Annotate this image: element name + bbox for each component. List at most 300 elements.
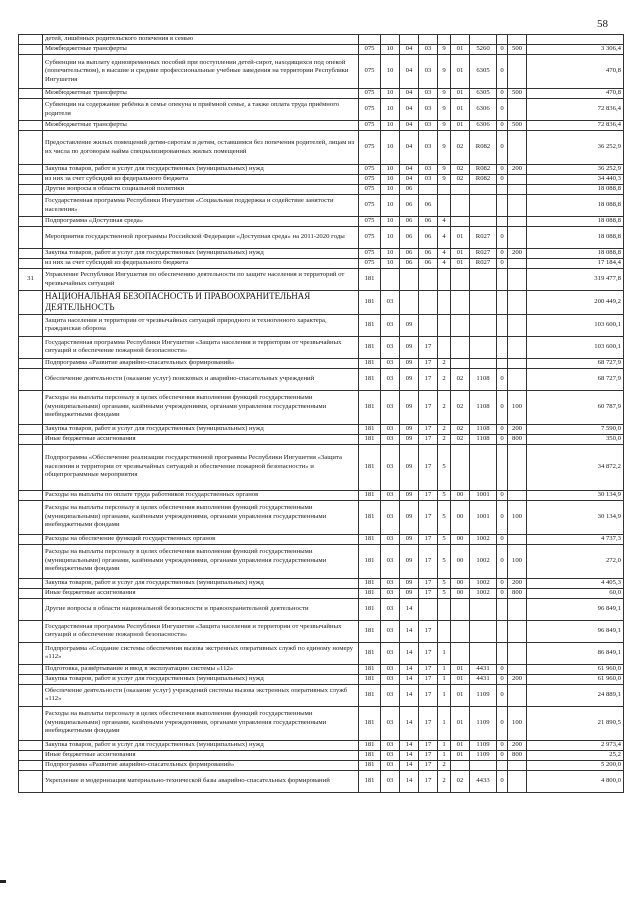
event-code: 01 xyxy=(451,45,470,55)
expense-type-code xyxy=(508,368,527,390)
event-code: 00 xyxy=(451,588,470,598)
amount: 61 960,0 xyxy=(527,674,624,684)
program-code: 17 xyxy=(419,358,438,368)
amount: 25,2 xyxy=(527,750,624,760)
event-code: 01 xyxy=(451,706,470,740)
program-code: 03 xyxy=(419,165,438,175)
row-number xyxy=(19,490,43,500)
section-code: 03 xyxy=(381,664,400,674)
row-number xyxy=(19,227,43,249)
expense-type-code xyxy=(508,227,527,249)
table-row xyxy=(19,185,624,195)
event-code xyxy=(451,314,470,336)
expense-type-code: 200 xyxy=(508,249,527,259)
ministry-code: 075 xyxy=(359,99,381,121)
direction-code xyxy=(470,598,497,620)
program-code: 17 xyxy=(419,578,438,588)
row-number xyxy=(19,642,43,664)
row-number xyxy=(19,770,43,792)
direction-code xyxy=(470,620,497,642)
row-name: Подготовка, развёртывание и ввод в эксплуатацию системы «112» xyxy=(43,664,359,674)
sub-code xyxy=(497,358,508,368)
row-name: Закупка товаров, работ и услуг для государственных (муниципальных) нужд xyxy=(43,674,359,684)
direction-code: 1001 xyxy=(470,490,497,500)
section-code: 03 xyxy=(381,740,400,750)
program-code: 17 xyxy=(419,664,438,674)
program-code: 06 xyxy=(419,195,438,217)
table-row xyxy=(19,434,624,444)
table-row xyxy=(19,578,624,588)
row-name: Расходы на выплаты персоналу в целях обеспечения выполнения функций государственными (муниципальными) органами, казёнными учреждениями, органами управления государственными внебюджетными фондами xyxy=(43,390,359,424)
event-code xyxy=(451,336,470,358)
table-row xyxy=(19,544,624,578)
amount: 60 787,9 xyxy=(527,390,624,424)
sub-code: 0 xyxy=(497,578,508,588)
amount: 21 890,5 xyxy=(527,706,624,740)
expense-type-code xyxy=(508,490,527,500)
row-number xyxy=(19,444,43,490)
subprogram-code: 9 xyxy=(438,55,451,89)
sub-code: 0 xyxy=(497,131,508,165)
subprogram-code: 2 xyxy=(438,760,451,770)
subsection-code: 14 xyxy=(400,750,419,760)
subprogram-code: 9 xyxy=(438,175,451,185)
sub-code xyxy=(497,620,508,642)
section-code: 03 xyxy=(381,434,400,444)
direction-code: 1109 xyxy=(470,684,497,706)
subsection-code: 14 xyxy=(400,740,419,750)
expense-type-code xyxy=(508,444,527,490)
table-row xyxy=(19,217,624,227)
subsection-code: 09 xyxy=(400,500,419,534)
expense-type-code: 200 xyxy=(508,674,527,684)
table-row xyxy=(19,249,624,259)
ministry-code: 181 xyxy=(359,358,381,368)
expense-type-code xyxy=(508,291,527,315)
direction-code xyxy=(470,642,497,664)
row-number xyxy=(19,544,43,578)
expense-type-code xyxy=(508,534,527,544)
row-number xyxy=(19,424,43,434)
ministry-code xyxy=(359,35,381,45)
row-name: детей, лишённых родительского попечения в семью xyxy=(43,35,359,45)
subprogram-code: 1 xyxy=(438,750,451,760)
subprogram-code: 1 xyxy=(438,740,451,750)
sub-code: 0 xyxy=(497,55,508,89)
sub-code: 0 xyxy=(497,674,508,684)
subprogram-code: 1 xyxy=(438,684,451,706)
program-code: 17 xyxy=(419,336,438,358)
amount: 4 800,0 xyxy=(527,770,624,792)
program-code: 17 xyxy=(419,434,438,444)
subprogram-code: 1 xyxy=(438,706,451,740)
direction-code xyxy=(470,35,497,45)
program-code: 17 xyxy=(419,424,438,434)
table-row xyxy=(19,89,624,99)
table-row xyxy=(19,259,624,269)
subsection-code: 09 xyxy=(400,314,419,336)
program-code: 17 xyxy=(419,444,438,490)
row-name: Субвенции на содержание ребёнка в семье опекуна и приёмной семье, а также оплата труда приёмного родителя xyxy=(43,99,359,121)
subsection-code: 09 xyxy=(400,544,419,578)
row-name: Государственная программа Республики Ингушетия «Защита населения и территории от чрезвычайных ситуаций и обеспечение пожарной безопасности» xyxy=(43,620,359,642)
direction-code: 1001 xyxy=(470,500,497,534)
sub-code: 0 xyxy=(497,588,508,598)
row-number xyxy=(19,336,43,358)
row-name: Закупка товаров, работ и услуг для государственных (муниципальных) нужд xyxy=(43,578,359,588)
program-code: 03 xyxy=(419,45,438,55)
table-row xyxy=(19,620,624,642)
ministry-code: 181 xyxy=(359,490,381,500)
section-code: 10 xyxy=(381,217,400,227)
section-code: 10 xyxy=(381,55,400,89)
section-code: 03 xyxy=(381,544,400,578)
row-name: Расходы на выплаты персоналу в целях обеспечения выполнения функций государственными (муниципальными) органами, казёнными учреждениями, органами управления государственными внебюджетными фондами xyxy=(43,500,359,534)
row-name: Субвенции на выплату единовременных пособий при поступлении детей-сирот, находящихся под опекой (попечительством), в высшие и средние профессиональные учебные заведения на территории Республики Ингушетия xyxy=(43,55,359,89)
table-row xyxy=(19,642,624,664)
sub-code: 0 xyxy=(497,664,508,674)
direction-code: 1002 xyxy=(470,534,497,544)
row-name: Обеспечение деятельности (оказание услуг) учреждений системы вызова экстренных оперативных служб «112» xyxy=(43,684,359,706)
program-code: 17 xyxy=(419,534,438,544)
ministry-code: 181 xyxy=(359,336,381,358)
row-name: Расходы на выплаты по оплате труда работников государственных органов xyxy=(43,490,359,500)
row-number xyxy=(19,217,43,227)
row-number xyxy=(19,45,43,55)
section-code: 03 xyxy=(381,620,400,642)
section-code: 03 xyxy=(381,578,400,588)
event-code: 02 xyxy=(451,390,470,424)
subprogram-code: 9 xyxy=(438,131,451,165)
row-name: Расходы на выплаты персоналу в целях обеспечения выполнения функций государственными (муниципальными) органами, казёнными учреждениями, органами управления государственными внебюджетными фондами xyxy=(43,706,359,740)
ministry-code: 181 xyxy=(359,291,381,315)
ministry-code: 075 xyxy=(359,45,381,55)
event-code: 00 xyxy=(451,490,470,500)
expense-type-code xyxy=(508,259,527,269)
table-row xyxy=(19,35,624,45)
row-name: Мероприятия государственной программы Российской Федерации «Доступная среда» на 2011-2020 годы xyxy=(43,227,359,249)
subsection-code xyxy=(400,291,419,315)
amount: 4 405,3 xyxy=(527,578,624,588)
subsection-code xyxy=(400,269,419,291)
program-code: 17 xyxy=(419,500,438,534)
sub-code: 0 xyxy=(497,684,508,706)
ministry-code: 181 xyxy=(359,314,381,336)
program-code: 17 xyxy=(419,390,438,424)
event-code: 01 xyxy=(451,249,470,259)
subprogram-code: 2 xyxy=(438,368,451,390)
sub-code: 0 xyxy=(497,740,508,750)
section-code: 03 xyxy=(381,291,400,315)
row-number xyxy=(19,588,43,598)
amount: 350,0 xyxy=(527,434,624,444)
section-code: 03 xyxy=(381,706,400,740)
event-code: 01 xyxy=(451,664,470,674)
row-number xyxy=(19,259,43,269)
amount: 319 477,8 xyxy=(527,269,624,291)
section-code xyxy=(381,269,400,291)
table-row xyxy=(19,291,624,315)
amount: 470,8 xyxy=(527,55,624,89)
amount: 36 252,9 xyxy=(527,131,624,165)
row-name: Подпрограмма «Обеспечение реализации государственной программы Республики Ингушетия «Защита населения и территории от чрезвычайных ситуаций и обеспечение пожарной безопасности» и общепрограммные мероприятия xyxy=(43,444,359,490)
row-number xyxy=(19,175,43,185)
table-row xyxy=(19,500,624,534)
section-code: 10 xyxy=(381,259,400,269)
scan-mark xyxy=(0,880,6,883)
direction-code xyxy=(470,185,497,195)
row-name: Укрепление и модернизация материально-технической базы аварийно-спасательных формирований xyxy=(43,770,359,792)
row-number xyxy=(19,740,43,750)
program-code: 17 xyxy=(419,642,438,664)
subprogram-code: 5 xyxy=(438,500,451,534)
program-code: 17 xyxy=(419,706,438,740)
section-code: 03 xyxy=(381,684,400,706)
table-row xyxy=(19,740,624,750)
sub-code: 0 xyxy=(497,770,508,792)
table-row xyxy=(19,55,624,89)
sub-code xyxy=(497,598,508,620)
section-code: 03 xyxy=(381,444,400,490)
sub-code xyxy=(497,642,508,664)
table-row xyxy=(19,664,624,674)
row-number xyxy=(19,684,43,706)
section-code: 10 xyxy=(381,175,400,185)
row-name: Подпрограмма «Доступная среда» xyxy=(43,217,359,227)
direction-code xyxy=(470,336,497,358)
subprogram-code xyxy=(438,336,451,358)
ministry-code: 075 xyxy=(359,249,381,259)
direction-code: 4431 xyxy=(470,674,497,684)
row-name: Иные бюджетные ассигнования xyxy=(43,750,359,760)
ministry-code: 181 xyxy=(359,444,381,490)
expense-type-code xyxy=(508,770,527,792)
event-code: 02 xyxy=(451,131,470,165)
event-code xyxy=(451,598,470,620)
event-code xyxy=(451,269,470,291)
expense-type-code xyxy=(508,620,527,642)
subsection-code: 04 xyxy=(400,99,419,121)
ministry-code: 075 xyxy=(359,175,381,185)
program-code xyxy=(419,35,438,45)
direction-code: R082 xyxy=(470,131,497,165)
sub-code: 0 xyxy=(497,175,508,185)
row-number xyxy=(19,99,43,121)
subsection-code: 09 xyxy=(400,434,419,444)
direction-code: 1108 xyxy=(470,390,497,424)
sub-code: 0 xyxy=(497,99,508,121)
section-code: 10 xyxy=(381,185,400,195)
section-code: 10 xyxy=(381,45,400,55)
subprogram-code xyxy=(438,291,451,315)
sub-code: 0 xyxy=(497,500,508,534)
table-row xyxy=(19,175,624,185)
ministry-code: 075 xyxy=(359,131,381,165)
direction-code xyxy=(470,195,497,217)
row-number xyxy=(19,131,43,165)
program-code: 17 xyxy=(419,674,438,684)
row-number xyxy=(19,578,43,588)
event-code: 01 xyxy=(451,55,470,89)
event-code: 01 xyxy=(451,259,470,269)
table-row xyxy=(19,444,624,490)
expense-type-code: 800 xyxy=(508,434,527,444)
amount: 18 088,8 xyxy=(527,217,624,227)
subprogram-code: 1 xyxy=(438,642,451,664)
program-code: 17 xyxy=(419,544,438,578)
ministry-code: 075 xyxy=(359,195,381,217)
subprogram-code: 5 xyxy=(438,544,451,578)
row-name: Другие вопросы в области социальной политики xyxy=(43,185,359,195)
direction-code: 6306 xyxy=(470,121,497,131)
row-number xyxy=(19,390,43,424)
ministry-code: 075 xyxy=(359,165,381,175)
amount: 24 889,1 xyxy=(527,684,624,706)
row-number xyxy=(19,55,43,89)
program-code: 17 xyxy=(419,368,438,390)
table-row xyxy=(19,269,624,291)
subsection-code: 06 xyxy=(400,227,419,249)
ministry-code: 181 xyxy=(359,578,381,588)
direction-code: 1002 xyxy=(470,544,497,578)
section-code: 03 xyxy=(381,424,400,434)
sub-code: 0 xyxy=(497,434,508,444)
amount: 30 134,9 xyxy=(527,500,624,534)
subprogram-code: 5 xyxy=(438,534,451,544)
subprogram-code: 9 xyxy=(438,165,451,175)
ministry-code: 181 xyxy=(359,760,381,770)
ministry-code: 075 xyxy=(359,259,381,269)
table-row xyxy=(19,121,624,131)
amount: 34 440,3 xyxy=(527,175,624,185)
expense-type-code xyxy=(508,642,527,664)
table-row xyxy=(19,165,624,175)
ministry-code: 075 xyxy=(359,227,381,249)
table-row xyxy=(19,684,624,706)
direction-code xyxy=(470,314,497,336)
row-name: Защита населения и территории от чрезвычайных ситуаций природного и техногенного характера, гражданская оборона xyxy=(43,314,359,336)
ministry-code: 181 xyxy=(359,434,381,444)
subsection-code: 04 xyxy=(400,45,419,55)
expense-type-code xyxy=(508,760,527,770)
subsection-code: 04 xyxy=(400,175,419,185)
amount: 30 134,9 xyxy=(527,490,624,500)
section-code: 10 xyxy=(381,121,400,131)
row-number xyxy=(19,121,43,131)
row-name: Подпрограмма «Создание системы обеспечения вызова экстренных оперативных служб по единому номеру «112» xyxy=(43,642,359,664)
program-code xyxy=(419,598,438,620)
section-code: 10 xyxy=(381,195,400,217)
amount: 3 306,4 xyxy=(527,45,624,55)
subprogram-code: 5 xyxy=(438,444,451,490)
section-code: 03 xyxy=(381,770,400,792)
expense-type-code xyxy=(508,195,527,217)
amount: 68 727,9 xyxy=(527,368,624,390)
subprogram-code xyxy=(438,185,451,195)
amount: 72 836,4 xyxy=(527,121,624,131)
table-row xyxy=(19,358,624,368)
amount: 86 849,1 xyxy=(527,642,624,664)
ministry-code: 181 xyxy=(359,390,381,424)
table-row xyxy=(19,195,624,217)
event-code: 01 xyxy=(451,227,470,249)
section-code: 03 xyxy=(381,500,400,534)
expense-type-code xyxy=(508,131,527,165)
direction-code: 6305 xyxy=(470,55,497,89)
row-number xyxy=(19,760,43,770)
direction-code: 1108 xyxy=(470,434,497,444)
row-name: Межбюджетные трансферты xyxy=(43,89,359,99)
subsection-code: 04 xyxy=(400,121,419,131)
subprogram-code: 9 xyxy=(438,99,451,121)
row-name: Государственная программа Республики Ингушетия «Социальная поддержка и содействие занятости населения» xyxy=(43,195,359,217)
direction-code: 1109 xyxy=(470,706,497,740)
ministry-code: 181 xyxy=(359,534,381,544)
amount: 96 849,1 xyxy=(527,620,624,642)
direction-code: R027 xyxy=(470,227,497,249)
ministry-code: 181 xyxy=(359,706,381,740)
subprogram-code: 4 xyxy=(438,249,451,259)
event-code xyxy=(451,185,470,195)
row-name: Расходы на обеспечение функций государственных органов xyxy=(43,534,359,544)
expense-type-code: 200 xyxy=(508,165,527,175)
row-name: Закупка товаров, работ и услуг для государственных (муниципальных) нужд xyxy=(43,249,359,259)
section-code: 10 xyxy=(381,99,400,121)
event-code: 02 xyxy=(451,434,470,444)
event-code xyxy=(451,291,470,315)
expense-type-code: 200 xyxy=(508,424,527,434)
row-name: Предоставление жилых помещений детям-сиротам и детям, оставшимся без попечения родителей, лицам из их числа по договорам найма специализированных жилых помещений xyxy=(43,131,359,165)
expense-type-code xyxy=(508,314,527,336)
expense-type-code xyxy=(508,269,527,291)
row-number xyxy=(19,674,43,684)
subsection-code: 09 xyxy=(400,588,419,598)
expense-type-code xyxy=(508,55,527,89)
subprogram-code: 9 xyxy=(438,121,451,131)
sub-code xyxy=(497,185,508,195)
sub-code: 0 xyxy=(497,750,508,760)
sub-code: 0 xyxy=(497,249,508,259)
direction-code xyxy=(470,291,497,315)
program-code: 03 xyxy=(419,175,438,185)
ministry-code: 181 xyxy=(359,500,381,534)
program-code: 17 xyxy=(419,770,438,792)
section-code: 10 xyxy=(381,131,400,165)
direction-code: 1002 xyxy=(470,588,497,598)
subsection-code: 14 xyxy=(400,598,419,620)
expense-type-code xyxy=(508,684,527,706)
amount: 34 872,2 xyxy=(527,444,624,490)
expense-type-code xyxy=(508,175,527,185)
table-row xyxy=(19,368,624,390)
table-row xyxy=(19,490,624,500)
row-number xyxy=(19,185,43,195)
row-number xyxy=(19,314,43,336)
subprogram-code: 2 xyxy=(438,424,451,434)
direction-code xyxy=(470,269,497,291)
subsection-code: 14 xyxy=(400,706,419,740)
program-code: 17 xyxy=(419,760,438,770)
amount: 72 836,4 xyxy=(527,99,624,121)
event-code xyxy=(451,620,470,642)
expense-type-code xyxy=(508,99,527,121)
program-code: 03 xyxy=(419,55,438,89)
expense-type-code: 500 xyxy=(508,121,527,131)
sub-code xyxy=(497,217,508,227)
direction-code: 1109 xyxy=(470,750,497,760)
sub-code: 0 xyxy=(497,89,508,99)
section-code: 03 xyxy=(381,674,400,684)
